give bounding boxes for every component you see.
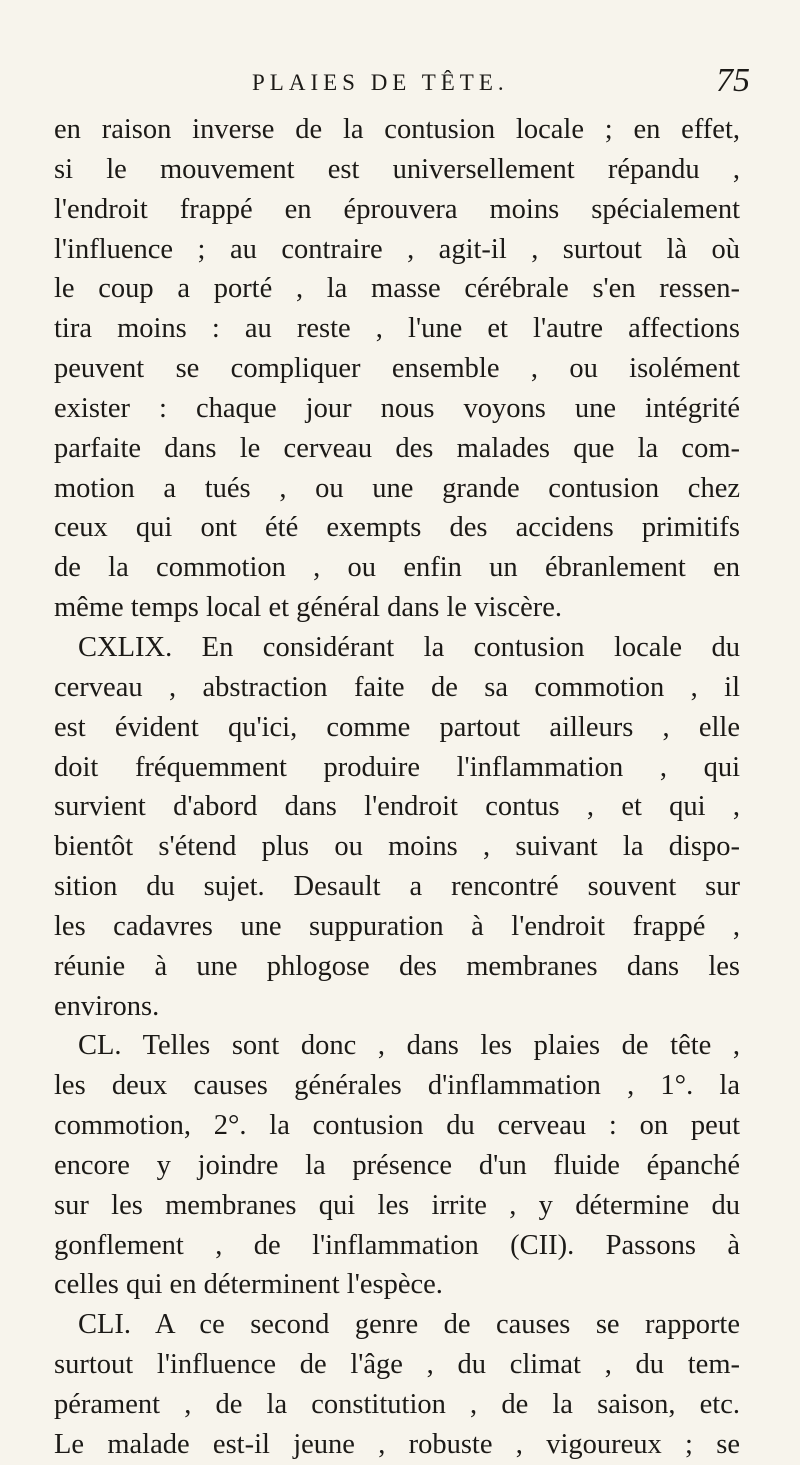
text-line: ceux qui ont été exempts des accidens primitifs bbox=[54, 512, 740, 544]
text-line: surtout l'influence de l'âge , du climat , du tem- bbox=[54, 1349, 740, 1381]
text-line: celles qui en déterminent l'espèce. bbox=[54, 1269, 443, 1301]
paragraph-start-line: CL. Telles sont donc , dans les plaies de tête , bbox=[78, 1030, 740, 1062]
text-line: de la commotion , ou enfin un ébranlement en bbox=[54, 552, 740, 584]
text-line: le coup a porté , la masse cérébrale s'en ressen- bbox=[54, 273, 740, 305]
body-text bbox=[54, 110, 740, 1465]
text-line: bientôt s'étend plus ou moins , suivant la dispo- bbox=[54, 831, 740, 863]
text-line: les deux causes générales d'inflammation , 1°. la bbox=[54, 1070, 740, 1102]
text-line: parfaite dans le cerveau des malades que la com- bbox=[54, 432, 740, 464]
text-line: doit fréquemment produire l'inflammation , qui bbox=[54, 751, 740, 783]
text-line: même temps local et général dans le viscère. bbox=[54, 592, 563, 624]
text-line: exister : chaque jour nous voyons une intégrité bbox=[54, 392, 740, 424]
text-line: si le mouvement est universellement répandu , bbox=[54, 153, 740, 185]
text-line: encore y joindre la présence d'un fluide épanché bbox=[54, 1149, 740, 1181]
text-line: peuvent se compliquer ensemble , ou isolément bbox=[54, 353, 740, 385]
text-line: l'endroit frappé en éprouvera moins spécialement bbox=[54, 193, 740, 225]
running-head bbox=[0, 62, 800, 106]
text-line: tira moins : au reste , l'une et l'autre affections bbox=[54, 313, 740, 345]
text-line: cerveau , abstraction faite de sa commotion , il bbox=[54, 671, 740, 703]
text-line: l'influence ; au contraire , agit-il , surtout là où bbox=[54, 233, 740, 265]
text-line: pérament , de la constitution , de la saison, etc. bbox=[54, 1389, 740, 1420]
running-title: PLAIES DE TÊTE. bbox=[252, 70, 509, 95]
page-number: 75 bbox=[716, 62, 750, 99]
paragraph-start-line: CLI. A ce second genre de causes se rapporte bbox=[78, 1309, 740, 1341]
text-line: motion a tués , ou une grande contusion chez bbox=[54, 472, 740, 504]
text-line: les cadavres une suppuration à l'endroit frappé , bbox=[54, 910, 740, 942]
text-line: survient d'abord dans l'endroit contus , et qui , bbox=[54, 791, 740, 823]
text-line: sur les membranes qui les irrite , y détermine du bbox=[54, 1189, 740, 1221]
text-line: Le malade est-il jeune , robuste , vigoureux ; se bbox=[54, 1428, 740, 1460]
text-line: environs. bbox=[54, 990, 160, 1022]
text-line: réunie à une phlogose des membranes dans les bbox=[54, 950, 740, 982]
text-line: sition du sujet. Desault a rencontré souvent sur bbox=[54, 871, 740, 903]
text-line: commotion, 2°. la contusion du cerveau : on peut bbox=[54, 1110, 740, 1142]
paragraph-start-line: CXLIX. En considérant la contusion locale du bbox=[78, 631, 740, 663]
text-line: en raison inverse de la contusion locale ; en effet, bbox=[54, 114, 740, 145]
text-line: gonflement , de l'inflammation (CII). Passons à bbox=[54, 1229, 740, 1261]
text-line: est évident qu'ici, comme partout ailleurs , elle bbox=[54, 711, 740, 743]
